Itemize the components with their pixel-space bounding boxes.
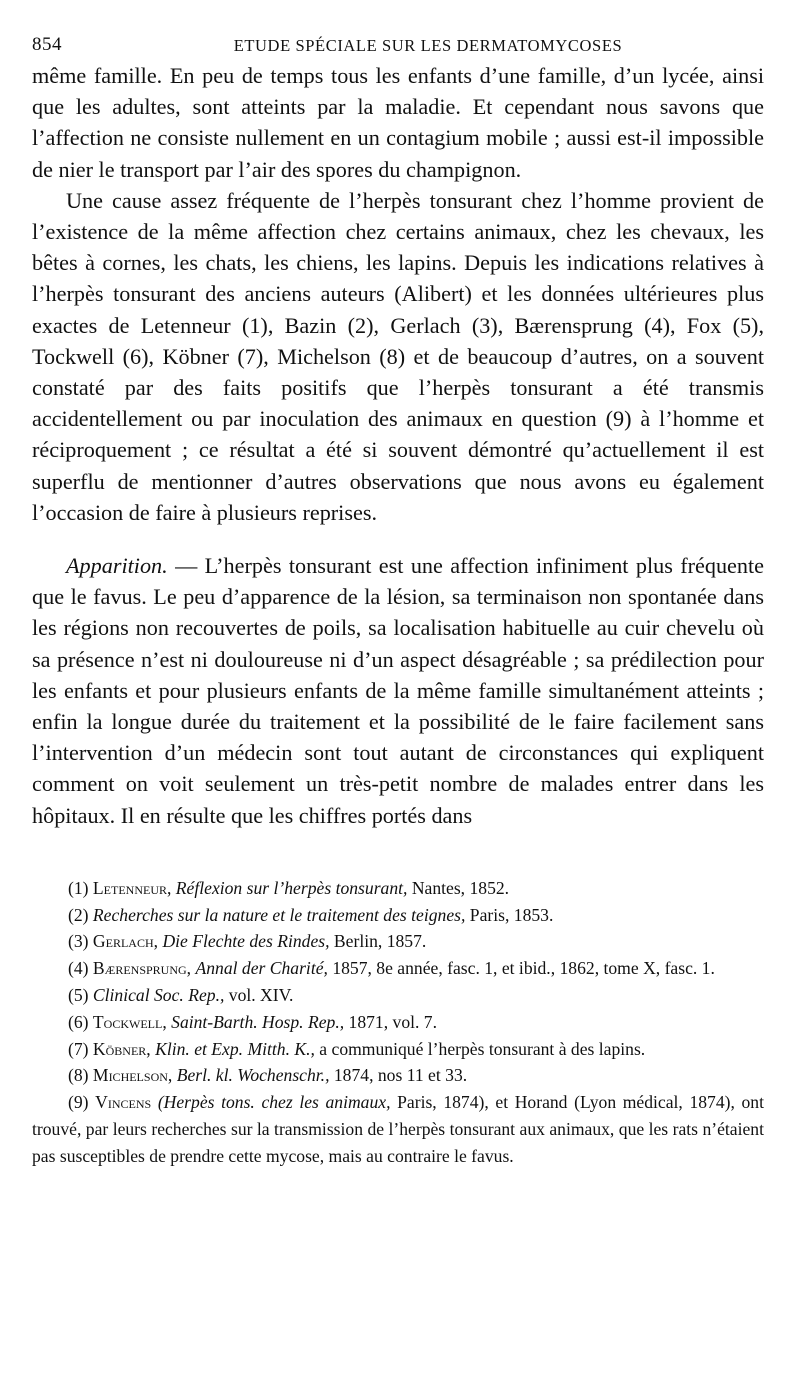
footnote-author: Michelson, <box>92 1065 173 1086</box>
section-lead-apparition: Apparition. <box>66 553 168 579</box>
footnote-title: Annal der Charité, <box>195 958 328 979</box>
footnote-rest: Berlin, 1857. <box>329 931 427 952</box>
footnote <box>32 902 764 929</box>
footnote <box>32 928 764 955</box>
footnote-title: Clinical Soc. Rep., <box>92 985 225 1006</box>
footnote <box>32 875 764 902</box>
footnote <box>32 1089 764 1169</box>
footnote-rest: 1857, 8e année, fasc. 1, et ibid., 1862, tome X, fasc. 1. <box>327 958 715 979</box>
footnote-number: (6) <box>68 1011 89 1032</box>
footnote-rest: 1874, nos 11 et 33. <box>329 1065 468 1086</box>
body-text <box>32 60 764 831</box>
footnote-number: (1) <box>68 877 89 898</box>
footnote <box>32 955 764 982</box>
footnote-author: Bærensprung, <box>92 958 192 979</box>
page-header <box>32 28 764 60</box>
running-title: ETUDE SPÉCIALE SUR LES DERMATOMYCOSES <box>233 36 623 55</box>
footnote-title: Die Flechte des Rindes, <box>162 931 330 952</box>
footnote-rest: Nantes, 1852. <box>407 877 510 898</box>
footnote-rest: a communiqué l’herpès tonsurant à des lapins. <box>314 1038 646 1059</box>
footnote-number: (7) <box>68 1038 89 1059</box>
footnote-rest: 1871, vol. 7. <box>344 1011 437 1032</box>
footnote-author: Gerlach, <box>92 931 159 952</box>
footnote-number: (2) <box>68 904 89 925</box>
footnote-title: Saint-Barth. Hosp. Rep., <box>171 1011 345 1032</box>
footnote-rest: Paris, 1853. <box>465 904 554 925</box>
footnote-number: (5) <box>68 985 89 1006</box>
footnote-author: Köbner, <box>92 1038 151 1059</box>
footnote-title: Klin. et Exp. Mitth. K., <box>155 1038 315 1059</box>
footnote <box>32 1062 764 1089</box>
footnote-number: (4) <box>68 958 89 979</box>
footnote <box>32 1009 764 1036</box>
footnote-author: Letenneur, <box>92 877 172 898</box>
footnote-title: Berl. kl. Wochenschr., <box>176 1065 330 1086</box>
paragraph-animal-transmission: Une cause assez fréquente de l’herpès tonsurant chez l’homme provient de l’existence de la même affection chez certains animaux, chez les chevaux, les bêtes à cornes, les chats, les chiens, les lapins. Depuis les indications relatives à l’herpès tonsurant des anciens auteurs (Alibert) et les données ultérieures plus exactes de Letenneur (1), Bazin (2), Gerlach (3), Bærensprung (4), Fox (5), Tockwell (6), Köbner (7), Michelson (8) et de beaucoup d’autres, on a souvent constaté par des faits positifs que l’herpès tonsurant a été transmis accidentellement ou par inoculation des animaux en question (9) à l’homme et réciproquement ; ce résultat a été si souvent démontré qu’actuellement il est superflu de mentionner d’autres observations que nous avons eu également l’occasion de faire à plusieurs reprises. <box>32 187 764 525</box>
footnotes <box>32 875 764 1170</box>
footnote-number: (3) <box>68 931 89 952</box>
footnote-rest: Paris, 1874), et Horand (Lyon médical, 1874), ont trouvé, par leurs recherches sur la transmission de l’herpès tonsurant aux animaux, que les rats n’étaient pas susceptibles de prendre cette mycose, mais au contraire le favus. <box>32 1092 764 1166</box>
paragraph-continuation: même famille. En peu de temps tous les enfants d’une famille, d’un lycée, ainsi que les adultes, sont atteints par la maladie. Et cependant nous savons que l’affection ne consiste nullement en un contagium mobile ; aussi est-il impossible de nier le transport par l’air des spores du champignon. <box>32 63 764 182</box>
paragraph-apparition <box>32 550 764 831</box>
paragraph-apparition-text: — L’herpès tonsurant est une affection infiniment plus fréquente que le favus. Le peu d’apparence de la lésion, sa terminaison non spontanée dans les régions non recouvertes de poils, sa localisation habituelle au cuir chevelu où sa présence n’est ni douloureuse ni d’un aspect désagréable ; sa prédilection pour les enfants et pour plusieurs enfants de la même famille simultanément atteints ; enfin la longue durée du traitement et la possibilité de le faire facilement sans l’intervention d’un médecin sont tout autant de circonstances qui expliquent comment on voit seulement un très-petit nombre de malades entrer dans les hôpitaux. Il en résulte que les chiffres portés dans <box>32 553 764 828</box>
footnote-author: Tockwell, <box>92 1011 167 1032</box>
page-number: 854 <box>32 34 62 55</box>
footnote-title: Recherches sur la nature et le traitement des teignes, <box>92 904 466 925</box>
footnote-title: Réflexion sur l’herpès tonsurant, <box>175 877 408 898</box>
footnote <box>32 982 764 1009</box>
footnote-rest: vol. XIV. <box>224 985 294 1006</box>
footnote-number: (8) <box>68 1065 89 1086</box>
footnote-number: (9) <box>68 1092 89 1113</box>
footnote-author: Vincens <box>95 1092 152 1113</box>
footnote-title: (Herpès tons. chez les animaux, <box>157 1092 391 1113</box>
footnote <box>32 1036 764 1063</box>
